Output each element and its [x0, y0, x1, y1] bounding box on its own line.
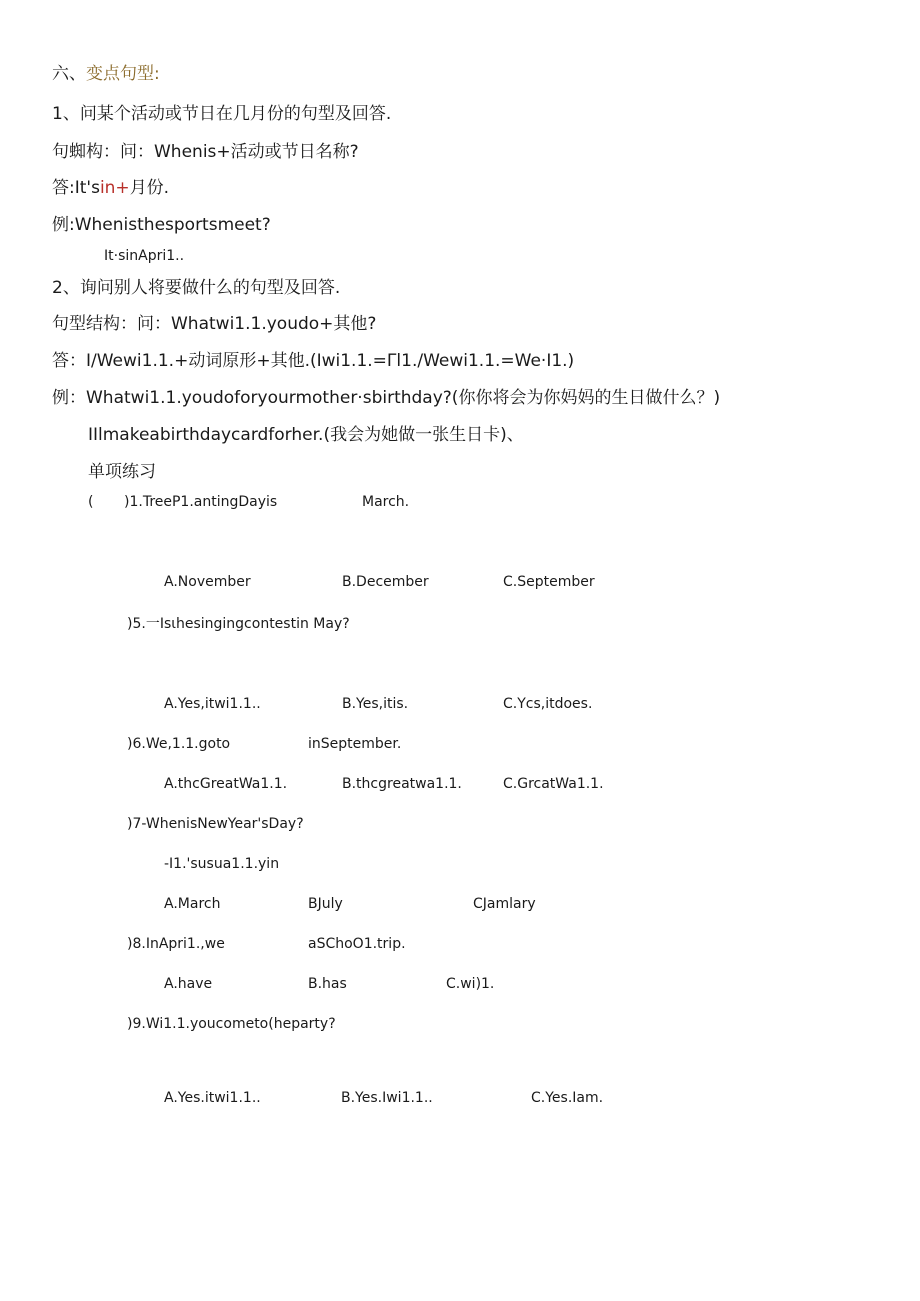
- pattern1-structure: 句蜘构：问：Whenis+活动或节日名称?: [52, 142, 359, 162]
- q6-option-c: C.GrcatWa1.1.: [503, 776, 604, 792]
- q6-option-b: B.thcgreatwa1.1.: [342, 776, 462, 792]
- q1-option-a: A.November: [164, 574, 251, 590]
- q1-open-paren: (: [88, 494, 94, 510]
- q5-option-c: C.Ycs,itdoes.: [503, 696, 593, 712]
- section-number: 六、: [52, 64, 86, 84]
- q1-stem: )1.TreeP1.antingDayis: [124, 494, 278, 510]
- pattern1-answer-prefix: 答:It's: [52, 178, 100, 198]
- exercise-title: 单项练习: [88, 462, 156, 482]
- section-heading: [52, 66, 160, 83]
- pattern1-example-answer: It·sinApri1..: [104, 248, 185, 264]
- pattern2-example-question: 例：Whatwi1.1.youdoforyourmother·sbirthday?(你你将会为你妈妈的生日做什么？): [52, 388, 721, 408]
- q7-option-a: A.March: [164, 896, 221, 912]
- q9-stem: )9.Wi1.1.youcometo(heparty?: [127, 1016, 336, 1032]
- q8-option-c: C.wi)1.: [446, 976, 495, 992]
- pattern2-heading: 2、询问别人将要做什么的句型及回答.: [52, 278, 341, 298]
- q9-option-b: B.Yes.Iwi1.1..: [341, 1090, 433, 1106]
- section-title: 变点句型:: [86, 64, 160, 84]
- q9-option-a: A.Yes.itwi1.1..: [164, 1090, 261, 1106]
- pattern1-answer: [52, 180, 169, 197]
- q8-option-b: B.has: [308, 976, 347, 992]
- pattern1-heading: 1、问某个活动或节日在几月份的句型及回答.: [52, 104, 392, 124]
- q7-option-c: CJamlary: [473, 896, 536, 912]
- q8-stem: )8.InApri1.,we: [127, 936, 225, 952]
- q9-option-c: C.Yes.Iam.: [531, 1090, 604, 1106]
- q1-option-c: C.September: [503, 574, 595, 590]
- q7-stem: )7-WhenisNewYear'sDay?: [127, 816, 304, 832]
- q6-stem: )6.We,1.1.goto: [127, 736, 231, 752]
- pattern1-answer-suffix: 月份.: [129, 178, 170, 198]
- q5-option-b: B.Yes,itis.: [342, 696, 409, 712]
- q8-option-a: A.have: [164, 976, 213, 992]
- q5-stem: )5.一Isιhesingingcontestin May?: [127, 616, 350, 632]
- q6-option-a: A.thcGreatWa1.1.: [164, 776, 288, 792]
- q7-answer-line: -I1.'susua1.1.yin: [164, 856, 280, 872]
- q1-stem-tail: March.: [362, 494, 410, 510]
- pattern2-structure: 句型结构：问：Whatwi1.1.youdo+其他?: [52, 314, 377, 334]
- pattern2-example-answer: IIlmakeabirthdaycardforher.(我会为她做一张生日卡)、: [88, 425, 524, 445]
- q8-stem-tail: aSChoO1.trip.: [308, 936, 406, 952]
- q7-option-b: BJuly: [308, 896, 343, 912]
- q5-option-a: A.Yes,itwi1.1..: [164, 696, 261, 712]
- pattern1-answer-highlight: in+: [99, 178, 130, 198]
- q1-option-b: B.December: [342, 574, 429, 590]
- pattern1-example-question: 例:Whenisthesportsmeet?: [52, 215, 271, 235]
- q6-stem-tail: inSeptember.: [308, 736, 402, 752]
- pattern2-answer: 答：I/Wewi1.1.+动词原形+其他.(Iwi1.1.=Γl1./Wewi1.1.=We·I1.): [52, 351, 575, 371]
